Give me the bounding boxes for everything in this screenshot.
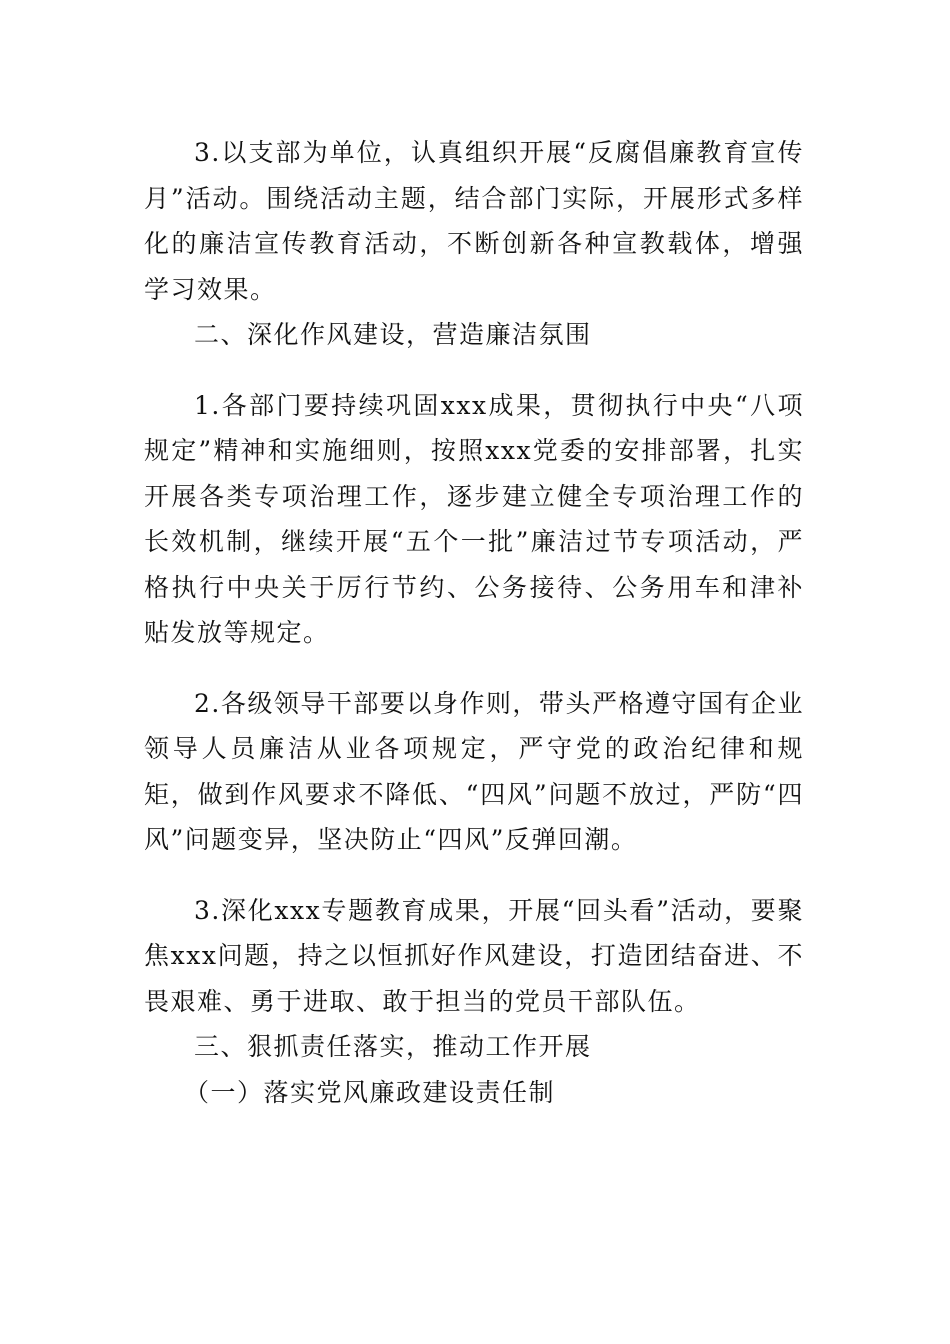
paragraph-leaders-example: 2.各级领导干部要以身作则，带头严格遵守国有企业领导人员廉洁从业各项规定，严守党的政治纪律和规矩，做到作风要求不降低、“四风”问题不放过，严防“四风”问题变异，坚决防止“四风”反弹回潮。	[144, 688, 804, 854]
paragraph-special-education: 3.深化xxx专题教育成果，开展“回头看”活动，要聚焦xxx问题，持之以恒抓好作风建设，打造团结奋进、不畏艰难、勇于进取、敢于担当的党员干部队伍。	[144, 895, 804, 1016]
subsection-heading-3-1: （一）落实党风廉政建设责任制	[184, 1077, 556, 1107]
paragraph-campaign-month: 3.以支部为单位，认真组织开展“反腐倡廉教育宣传月”活动。围绕活动主题，结合部门实际，开展形式多样化的廉洁宣传教育活动，不断创新各种宣教载体，增强学习效果。	[144, 138, 804, 304]
section-heading-2: 二、深化作风建设，营造廉洁氛围	[194, 320, 592, 349]
paragraph-eight-rules: 1.各部门要持续巩固xxx成果，贯彻执行中央“八项规定”精神和实施细则，按照xxx党委的安排部署，扎实开展各类专项治理工作，逐步建立健全专项治理工作的长效机制，继续开展“五个一批”廉洁过节专项活动，严格执行中央关于厉行节约、公务接待、公务用车和津补贴发放等规定。	[144, 390, 804, 647]
section-heading-3: 三、狠抓责任落实，推动工作开展	[194, 1032, 592, 1061]
document-body	[144, 130, 804, 1115]
